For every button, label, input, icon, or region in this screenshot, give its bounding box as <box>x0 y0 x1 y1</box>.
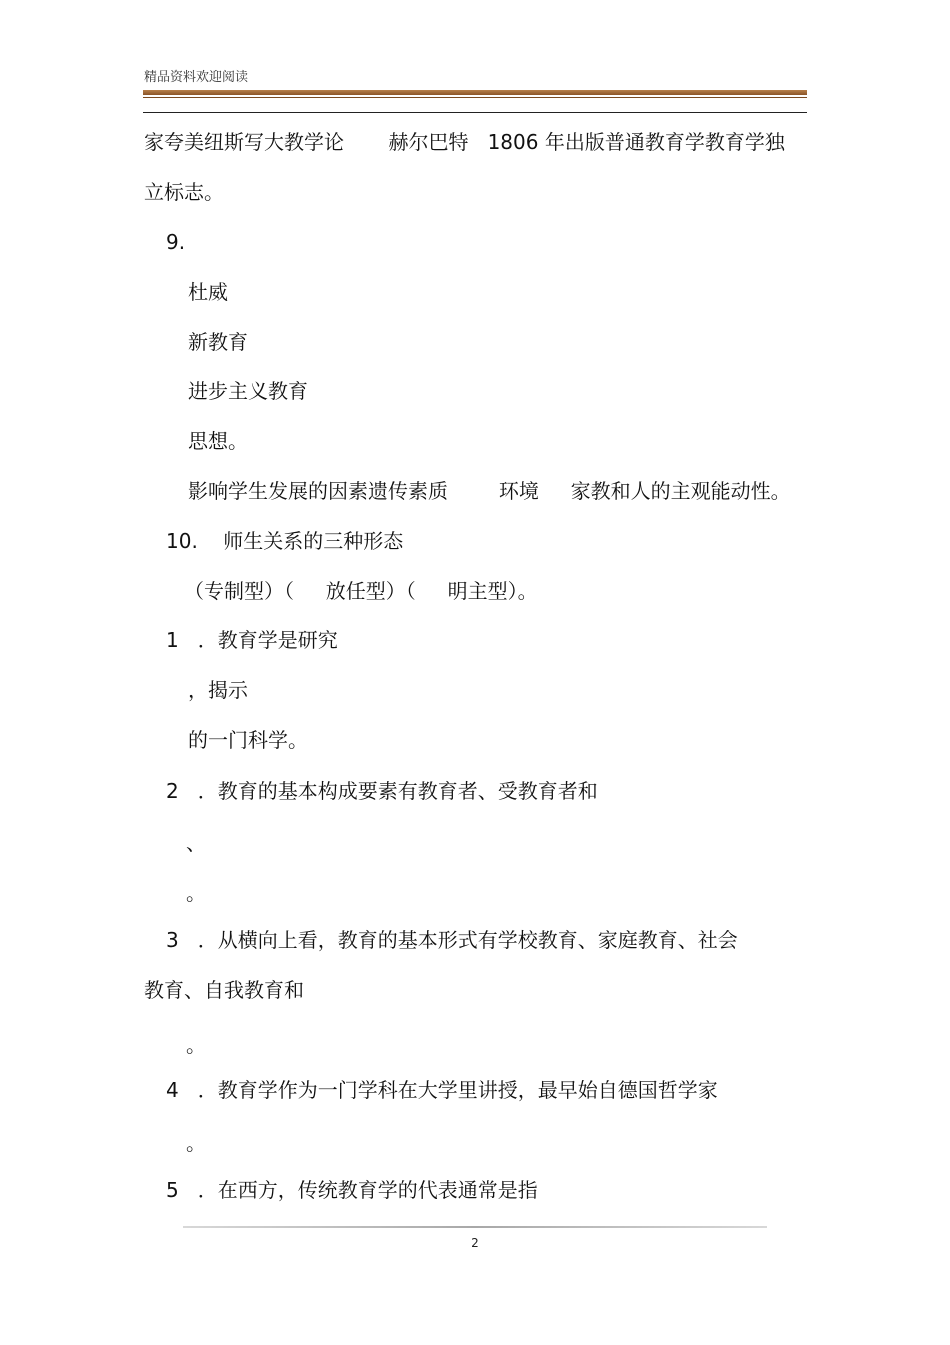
footer-rule <box>183 1226 767 1228</box>
text-line: 、 <box>186 831 206 855</box>
header-underline <box>143 112 807 113</box>
text-line: 。 <box>186 1131 206 1155</box>
header-rule-thin <box>143 97 807 98</box>
text-line: 3 ．从横向上看，教育的基本形式有学校教育、家庭教育、社会 <box>166 928 738 952</box>
text-line: 思想。 <box>188 429 248 453</box>
text-line: 杜威 <box>188 280 228 304</box>
text-line: 影响学生发展的因素遗传素质 环境 家教和人的主观能动性。 <box>188 479 791 503</box>
text-line: 2 ．教育的基本构成要素有教育者、受教育者和 <box>166 779 598 803</box>
text-line: （专制型）（ 放任型）（ 明主型）。 <box>184 579 538 603</box>
text-line: 家夸美纽斯写大教学论 赫尔巴特 1806 年出版普通教育学教育学独 <box>144 130 785 154</box>
text-line: 5 ．在西方，传统教育学的代表通常是指 <box>166 1178 538 1202</box>
text-line: 进步主义教育 <box>188 379 308 403</box>
text-line: ，揭示 <box>188 678 248 702</box>
text-line: 4 ．教育学作为一门学科在大学里讲授，最早始自德国哲学家 <box>166 1078 718 1102</box>
text-line: 。 <box>186 1033 206 1057</box>
text-line: 的一门科学。 <box>188 728 308 752</box>
header-title: 精品资料欢迎阅读 <box>144 70 249 85</box>
header-rule <box>143 90 807 95</box>
text-line: 9. <box>166 230 186 254</box>
page-number: 2 <box>471 1236 479 1250</box>
text-line: 10. 师生关系的三种形态 <box>166 529 404 553</box>
text-line: 1 ．教育学是研究 <box>166 628 338 652</box>
text-line: 立标志。 <box>144 180 224 204</box>
text-line: 教育、自我教育和 <box>144 978 304 1002</box>
text-line: 新教育 <box>188 330 248 354</box>
text-line: 。 <box>186 881 206 905</box>
